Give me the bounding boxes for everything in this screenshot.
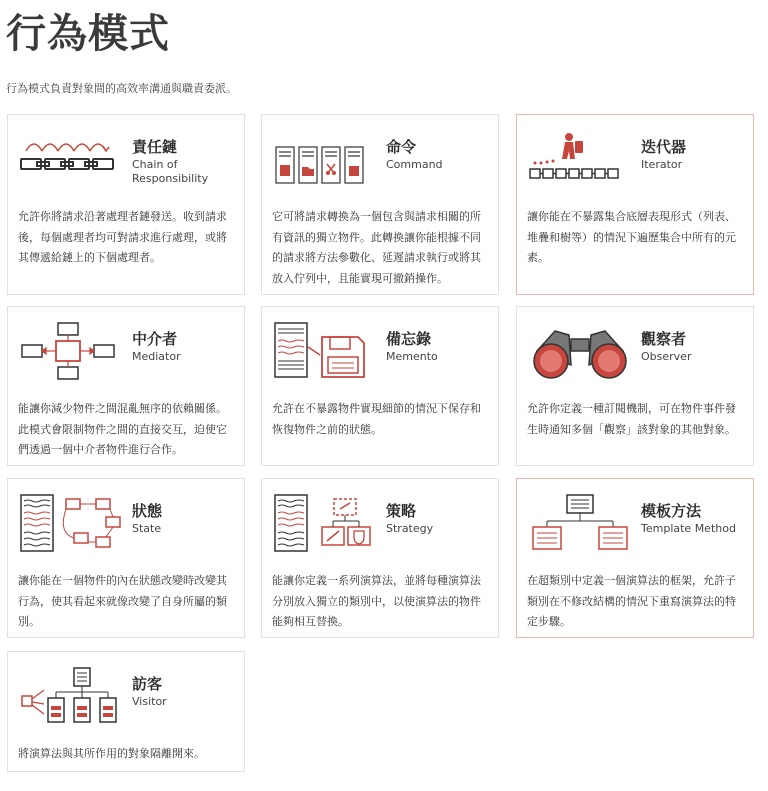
memento-icon [272, 321, 380, 381]
pattern-subtitle: Command [386, 158, 443, 171]
pattern-subtitle: Template Method [641, 522, 736, 535]
pattern-description: 在超類別中定義一個演算法的框架，允許子類別在不修改結構的情況下重寫演算法的特定步驟。 [527, 574, 736, 628]
pattern-description: 能讓你定義一系列演算法，並將每種演算法分別放入獨立的類別中，以使演算法的物件能夠相互替換。 [272, 574, 481, 628]
visitor-icon [18, 666, 126, 726]
pattern-card-template-method[interactable] [516, 478, 754, 638]
pattern-title: 模板方法 [641, 502, 702, 520]
pattern-card-visitor[interactable] [7, 651, 245, 772]
pattern-description: 它可將請求轉換為一個包含與請求相關的所有資訊的獨立物件。此轉換讓你能根據不同的請求將方法參數化、延遲請求執行或將其放入佇列中，且能實現可撤銷操作。 [272, 210, 481, 285]
state-icon [18, 493, 126, 553]
pattern-description: 讓你能在一個物件的內在狀態改變時改變其行為，使其看起來就像改變了自身所屬的類別。 [18, 574, 227, 628]
pattern-subtitle: Observer [641, 350, 692, 363]
pattern-card-mediator[interactable] [7, 306, 245, 466]
binoculars-icon [527, 321, 635, 381]
pattern-subtitle: Mediator [132, 350, 181, 363]
page-title: 行為模式 [6, 11, 170, 57]
pattern-title: 狀態 [132, 502, 163, 520]
pattern-card-command[interactable] [261, 114, 499, 295]
page-description: 行為模式負責對象間的高效率溝通與職責委派。 [6, 82, 237, 95]
mediator-icon [18, 321, 126, 381]
pattern-title: 中介者 [132, 330, 178, 348]
pattern-card-chain-of-responsibility[interactable] [7, 114, 245, 295]
pattern-card-strategy[interactable] [261, 478, 499, 638]
template-method-icon [527, 493, 635, 553]
pattern-subtitle: Memento [386, 350, 438, 363]
pattern-card-memento[interactable] [261, 306, 499, 466]
pattern-title: 觀察者 [641, 330, 687, 348]
pattern-title: 備忘錄 [386, 330, 432, 348]
pattern-subtitle: Chain of Responsibility [132, 158, 209, 185]
pattern-title: 策略 [386, 502, 417, 520]
pattern-description: 能讓你減少物件之間混亂無序的依賴關係。此模式會限制物件之間的直接交互，迫使它們透過一個中介者物件進行合作。 [18, 402, 227, 456]
pattern-description: 將演算法與其所作用的對象隔離開來。 [18, 747, 205, 760]
chain-icon [18, 129, 126, 189]
pattern-title: 迭代器 [641, 138, 687, 156]
pattern-title: 責任鏈 [132, 138, 178, 156]
pattern-subtitle: Strategy [386, 522, 434, 535]
pattern-card-state[interactable] [7, 478, 245, 638]
pattern-title: 訪客 [132, 675, 163, 693]
strategy-icon [272, 493, 380, 553]
pattern-title: 命令 [386, 138, 417, 156]
pattern-subtitle: State [132, 522, 162, 535]
pattern-description: 讓你能在不暴露集合底層表現形式（列表、堆疊和樹等）的情況下遍歷集合中所有的元素。 [527, 210, 736, 264]
pattern-card-iterator[interactable] [516, 114, 754, 295]
pattern-description: 允許你定義一種訂閱機制，可在物件事件發生時通知多個「觀察」該對象的其他對象。 [527, 402, 736, 436]
pattern-card-observer[interactable] [516, 306, 754, 466]
pattern-subtitle: Iterator [641, 158, 683, 171]
pattern-description: 允許在不暴露物件實現細節的情況下保存和恢復物件之前的狀態。 [272, 402, 481, 436]
pattern-description: 允許你將請求沿著處理者鏈發送。收到請求後，每個處理者均可對請求進行處理，或將其傳遞給鏈上的下個處理者。 [18, 210, 227, 264]
iterator-icon [527, 129, 635, 189]
pattern-subtitle: Visitor [132, 695, 167, 708]
command-icon [272, 129, 380, 189]
